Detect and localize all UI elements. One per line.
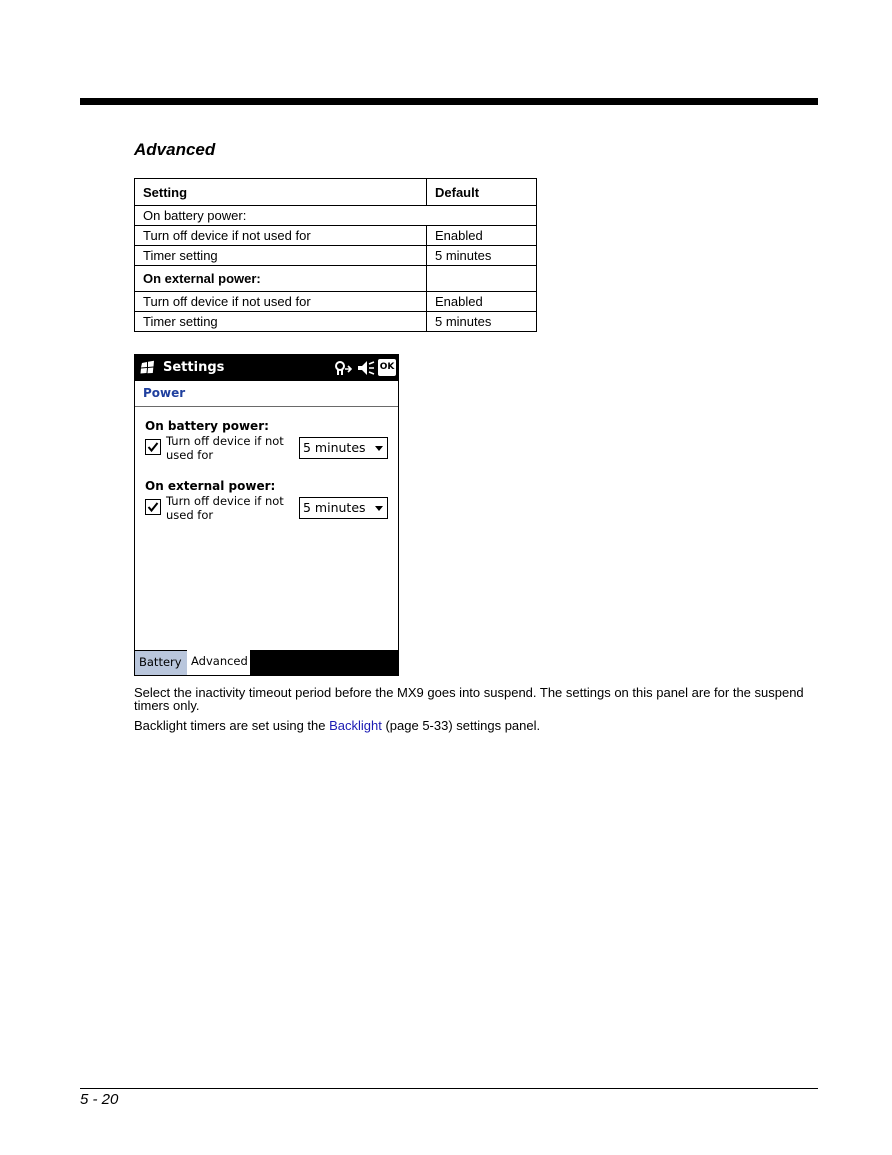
table-cell-setting: Turn off device if not used for (135, 292, 427, 312)
window-title: Settings (163, 360, 225, 375)
tab-bar (135, 650, 398, 675)
volume-muted-icon[interactable] (357, 360, 375, 376)
checkmark-icon (147, 441, 159, 453)
battery-turn-off-checkbox[interactable] (145, 439, 161, 455)
defaults-table (134, 178, 537, 332)
tab-advanced[interactable]: Advanced (187, 650, 251, 675)
paragraph-text: Backlight timers are set using the (134, 718, 330, 733)
dropdown-value: 5 minutes (303, 440, 366, 455)
table-cell-default: 5 minutes (427, 312, 537, 332)
bottom-rule (80, 1088, 818, 1089)
table-cell-setting: On external power: (135, 266, 427, 292)
table-cell-default (427, 266, 537, 292)
table-header-row (135, 179, 537, 206)
page-number: 5 - 20 (80, 1091, 119, 1108)
external-timer-dropdown[interactable] (299, 497, 388, 519)
paragraph-text: (page 5-33) settings panel. (381, 718, 541, 733)
table-cell-setting: Timer setting (135, 312, 427, 332)
connectivity-icon[interactable] (334, 360, 352, 376)
table-cell-default: Enabled (427, 292, 537, 312)
device-screenshot (134, 354, 399, 676)
tab-battery[interactable]: Battery (135, 650, 187, 675)
chevron-down-icon (375, 506, 383, 511)
backlight-note-paragraph (134, 719, 824, 732)
description-paragraph: Select the inactivity timeout period before the MX9 goes into suspend. The settings on this panel are for the suspend timers only. (134, 685, 804, 713)
external-turn-off-checkbox[interactable] (145, 499, 161, 515)
external-group-label: On external power: (145, 479, 276, 493)
dropdown-value: 5 minutes (303, 500, 366, 515)
panel-header (135, 381, 398, 407)
table-cell-setting: Turn off device if not used for (135, 226, 427, 246)
table-row (135, 266, 537, 292)
battery-timer-dropdown[interactable] (299, 437, 388, 459)
ok-button[interactable]: OK (378, 359, 396, 376)
table-row (135, 246, 537, 266)
column-header-default: Default (427, 179, 537, 206)
external-turn-off-label: Turn off device if not used for (166, 494, 284, 522)
panel-title: Power (143, 386, 186, 400)
windows-logo-icon[interactable] (140, 360, 156, 375)
table-row (135, 226, 537, 246)
backlight-link[interactable]: Backlight (329, 718, 382, 733)
table-cell-setting: Timer setting (135, 246, 427, 266)
battery-turn-off-label: Turn off device if not used for (166, 434, 284, 462)
section-title: Advanced (134, 140, 216, 159)
table-cell-default: Enabled (427, 226, 537, 246)
table-row (135, 206, 537, 226)
column-header-setting: Setting (135, 179, 427, 206)
checkmark-icon (147, 501, 159, 513)
battery-group-label: On battery power: (145, 419, 269, 433)
top-rule (80, 98, 818, 105)
table-row (135, 292, 537, 312)
table-row (135, 312, 537, 332)
table-cell-default: 5 minutes (427, 246, 537, 266)
table-cell-setting: On battery power: (135, 206, 537, 226)
title-bar (135, 355, 398, 381)
chevron-down-icon (375, 446, 383, 451)
